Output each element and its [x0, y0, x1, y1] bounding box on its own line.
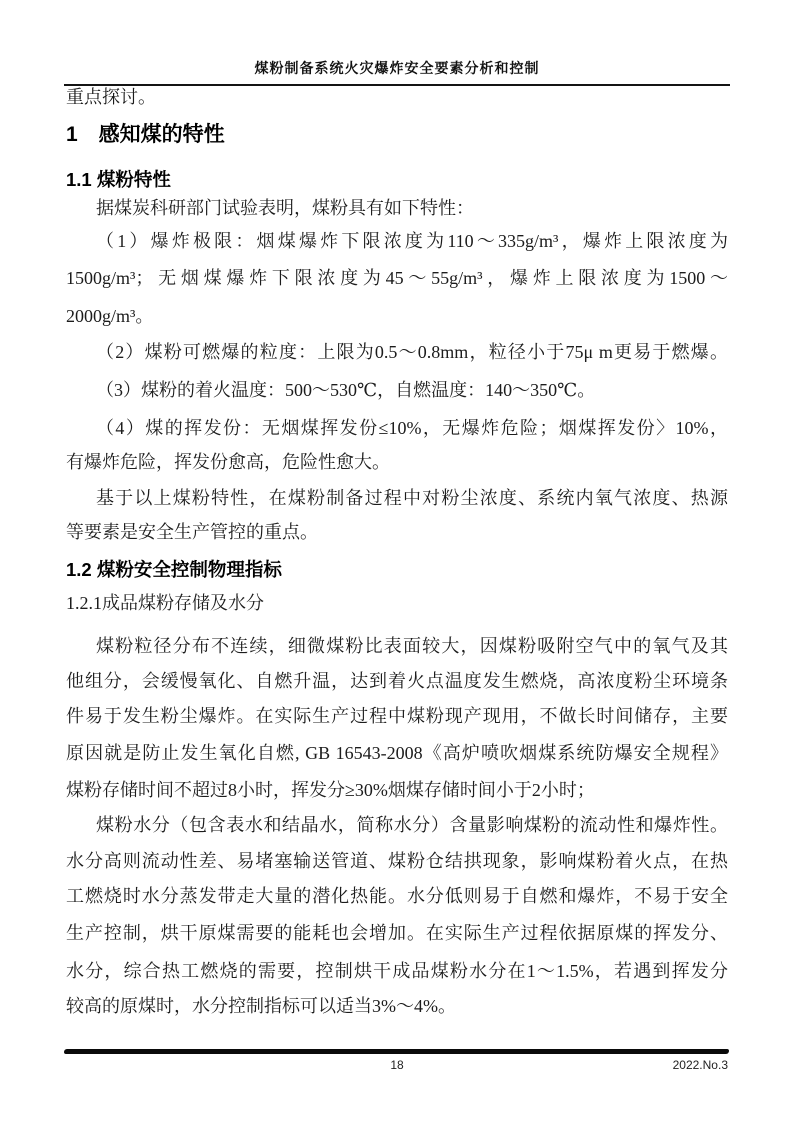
running-header-title: 煤粉制备系统火灾爆炸安全要素分析和控制 — [254, 62, 540, 77]
body-line: 2000g/m³。 — [66, 306, 154, 326]
subsection-heading-1-2-1: 1.2.1成品煤粉存储及水分 — [66, 593, 264, 613]
body-line: 生产控制，烘干原煤需要的能耗也会增加。在实际生产过程依据原煤的挥发分、 — [66, 923, 728, 943]
body-line: 煤粉水分（包含表水和结晶水，简称水分）含量影响煤粉的流动性和爆炸性。 — [96, 815, 728, 835]
body-line: 煤粉粒径分布不连续，细微煤粉比表面较大，因煤粉吸附空气中的氧气及其 — [96, 636, 728, 656]
body-line: （3）煤粉的着火温度：500～530℃，自燃温度：140～350℃。 — [96, 380, 596, 400]
section-heading-1: 1 感知煤的特性 — [66, 123, 225, 146]
footer-rule — [64, 1049, 729, 1054]
body-line: 1500g/m³；无烟煤爆炸下限浓度为45～55g/m³，爆炸上限浓度为1500～ — [66, 268, 728, 288]
body-line: 他组分，会缓慢氧化、自燃升温，达到着火点温度发生燃烧，高浓度粉尘环境条 — [66, 671, 728, 691]
body-line: 据煤炭科研部门试验表明，煤粉具有如下特性： — [96, 198, 474, 218]
body-line: 工燃烧时水分蒸发带走大量的潜化热能。水分低则易于自燃和爆炸，不易于安全 — [66, 886, 728, 906]
section-heading-1-1: 1.1 煤粉特性 — [66, 169, 171, 190]
body-line: 水分，综合热工燃烧的需要，控制烘干成品煤粉水分在1～1.5%，若遇到挥发分 — [66, 961, 728, 981]
body-line: （1）爆炸极限：烟煤爆炸下限浓度为110～335g/m³，爆炸上限浓度为 — [96, 231, 728, 251]
body-line: 煤粉存储时间不超过8小时，挥发分≥30%烟煤存储时间小于2小时； — [66, 780, 595, 800]
body-line: 等要素是安全生产管控的重点。 — [66, 522, 318, 542]
page-number: 18 — [390, 1058, 404, 1072]
body-line: 水分高则流动性差、易堵塞输送管道、煤粉仓结拱现象，影响煤粉着火点，在热 — [66, 851, 728, 871]
body-line: 件易于发生粉尘爆炸。在实际生产过程中煤粉现产现用，不做长时间储存，主要 — [66, 706, 728, 726]
body-line: 原因就是防止发生氧化自燃, GB 16543-2008《高炉喷吹烟煤系统防爆安全规程》 — [66, 743, 728, 763]
section-heading-1-2: 1.2 煤粉安全控制物理指标 — [66, 559, 282, 580]
body-line: （4）煤的挥发份：无烟煤挥发份≤10%，无爆炸危险；烟煤挥发份〉10%， — [96, 418, 728, 438]
body-line: 较高的原煤时，水分控制指标可以适当3%～4%。 — [66, 996, 456, 1016]
body-line: 重点探讨。 — [66, 87, 156, 107]
body-line: 有爆炸危险，挥发份愈高，危险性愈大。 — [66, 452, 390, 472]
body-line: 基于以上煤粉特性，在煤粉制备过程中对粉尘浓度、系统内氧气浓度、热源 — [96, 488, 728, 508]
issue-number: 2022.No.3 — [672, 1058, 728, 1072]
body-line: （2）煤粉可燃爆的粒度：上限为0.5～0.8mm，粒径小于75μ m更易于燃爆。 — [96, 342, 728, 362]
